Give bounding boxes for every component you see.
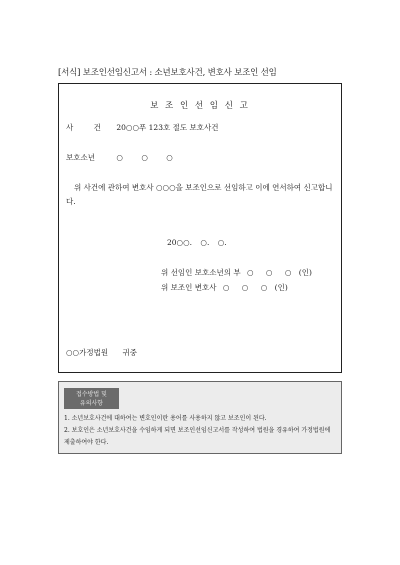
court-addressee: [66, 347, 137, 358]
notes-box: [58, 381, 342, 454]
juvenile-label: 보호소년: [66, 153, 95, 162]
case-row: [66, 122, 218, 133]
notes-badge-line2: 유의사항: [79, 400, 104, 407]
form-caption: [서식] 보조인선임신고서 : 소년보호사건, 변호사 보조인 선임: [58, 68, 277, 78]
signature-appointer-name: ○ ○ ○: [247, 268, 297, 277]
court-name: ○○가정법원: [66, 348, 109, 357]
date-line: 20○○. ○. ○.: [167, 238, 227, 247]
form-title: 보 조 인 선 임 신 고: [150, 101, 250, 111]
signature-assistant: [161, 282, 288, 293]
form-document: [58, 83, 342, 373]
juvenile-row: [66, 152, 181, 163]
court-suffix: 귀중: [122, 348, 137, 357]
note-item-1: 1. 소년보호사건에 대하여는 변호인이란 용어를 사용하지 않고 보조인이 된다.: [64, 415, 267, 422]
note-item-2: 2. 보호인은 소년보호사건을 수임하게 되면 보조인선임신고서를 작성하여 법원을 경유하여 가정법원에 제출하여야 한다.: [64, 427, 331, 446]
notes-badge: [64, 388, 119, 409]
signature-appointer: [161, 267, 312, 278]
declaration-text: 위 사건에 관하여 변호사 ○○○을 보조인으로 선임하고 이에 연서하여 신고합니다.: [66, 183, 333, 206]
juvenile-name: ○ ○ ○: [116, 153, 181, 162]
signature-appointer-label: 위 선임인 보호소년의 부: [161, 268, 241, 277]
case-value: 20○○푸 123호 절도 보호사건: [116, 123, 219, 132]
case-label: 사 건: [66, 123, 110, 132]
signature-appointer-seal: (인): [298, 268, 312, 277]
signature-assistant-label: 위 보조인 변호사: [161, 283, 217, 292]
notes-badge-line1: 접수방법 및: [76, 391, 107, 398]
signature-assistant-seal: (인): [274, 283, 288, 292]
signature-assistant-name: ○ ○ ○: [222, 283, 273, 292]
